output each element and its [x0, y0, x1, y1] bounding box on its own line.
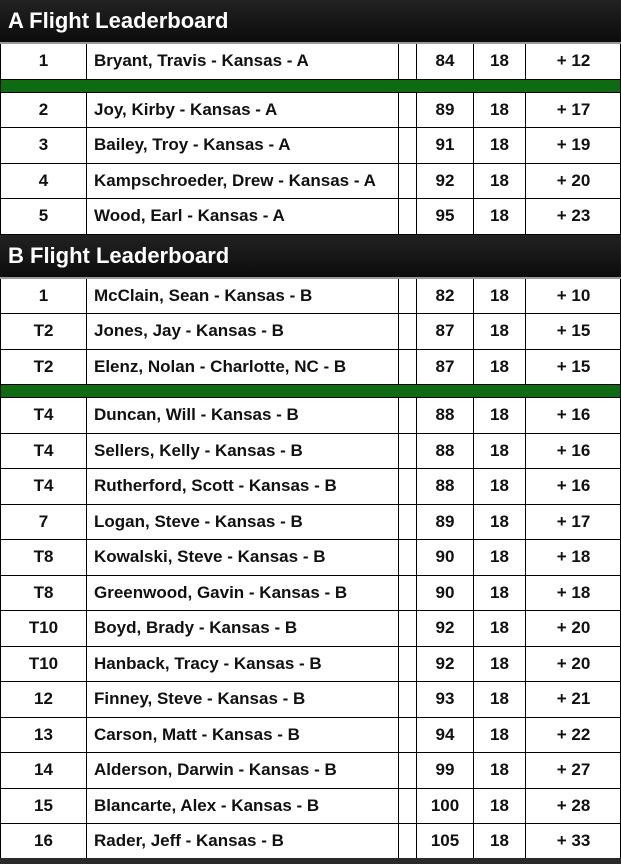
player-name-cell: Wood, Earl - Kansas - A	[87, 199, 399, 234]
player-name-cell: Jones, Jay - Kansas - B	[87, 314, 399, 349]
position-cell: T8	[1, 540, 87, 575]
section-title: B Flight Leaderboard	[8, 242, 230, 268]
spacer-cell	[399, 576, 417, 611]
spacer-cell	[399, 128, 417, 163]
to-par-cell: + 20	[556, 618, 591, 638]
leaderboard-row[interactable]	[0, 505, 621, 541]
spacer-cell	[399, 350, 417, 385]
leaderboard-row[interactable]	[0, 682, 621, 718]
score-cell: 92	[417, 611, 474, 646]
holes-cell: 18	[474, 540, 526, 575]
player-name-cell: Rader, Jeff - Kansas - B	[87, 824, 399, 859]
position-cell: T4	[1, 469, 87, 504]
spacer-cell	[399, 199, 417, 234]
leaderboard-row[interactable]	[0, 611, 621, 647]
position-cell: 5	[1, 199, 87, 234]
spacer-cell	[399, 753, 417, 788]
player-name-cell: Hanback, Tracy - Kansas - B	[87, 647, 399, 682]
position-cell: 12	[1, 682, 87, 717]
spacer-cell	[399, 789, 417, 824]
position-cell: T8	[1, 576, 87, 611]
spacer-cell	[399, 718, 417, 753]
score-cell: 100	[417, 789, 474, 824]
holes-cell: 18	[474, 647, 526, 682]
leaderboard-row[interactable]	[0, 789, 621, 825]
player-name-cell: Kowalski, Steve - Kansas - B	[87, 540, 399, 575]
leaderboard-row[interactable]	[0, 469, 621, 505]
to-par-cell: + 17	[556, 511, 591, 531]
to-par-cell: + 16	[556, 476, 591, 496]
spacer-cell	[399, 611, 417, 646]
leaderboard-row[interactable]	[0, 164, 621, 200]
position-cell: T4	[1, 398, 87, 433]
spacer-cell	[399, 824, 417, 859]
to-par-cell: + 10	[556, 285, 591, 305]
spacer-cell	[399, 469, 417, 504]
player-name-cell: Joy, Kirby - Kansas - A	[87, 93, 399, 128]
holes-cell: 18	[474, 199, 526, 234]
leaderboard-row[interactable]	[0, 93, 621, 129]
holes-cell: 18	[474, 789, 526, 824]
score-cell: 82	[417, 279, 474, 314]
holes-cell: 18	[474, 93, 526, 128]
spacer-cell	[399, 505, 417, 540]
position-cell: 14	[1, 753, 87, 788]
position-cell: 2	[1, 93, 87, 128]
holes-cell: 18	[474, 314, 526, 349]
leaderboard-row[interactable]	[0, 279, 621, 315]
score-cell: 89	[417, 93, 474, 128]
leaderboard-row[interactable]	[0, 199, 621, 235]
position-cell: 16	[1, 824, 87, 859]
to-par-cell: + 22	[556, 724, 591, 744]
holes-cell: 18	[474, 611, 526, 646]
holes-cell: 18	[474, 279, 526, 314]
footer-bar	[0, 858, 621, 864]
cut-line-divider	[0, 385, 621, 398]
score-cell: 89	[417, 505, 474, 540]
spacer-cell	[399, 314, 417, 349]
to-par-cell: + 20	[556, 653, 591, 673]
holes-cell: 18	[474, 44, 526, 79]
player-name-cell: Sellers, Kelly - Kansas - B	[87, 434, 399, 469]
cut-line-divider	[0, 80, 621, 93]
score-cell: 99	[417, 753, 474, 788]
to-par-cell: + 20	[556, 170, 591, 190]
holes-cell: 18	[474, 128, 526, 163]
player-name-cell: Alderson, Darwin - Kansas - B	[87, 753, 399, 788]
player-name-cell: Elenz, Nolan - Charlotte, NC - B	[87, 350, 399, 385]
player-name-cell: Boyd, Brady - Kansas - B	[87, 611, 399, 646]
score-cell: 88	[417, 469, 474, 504]
player-name-cell: Blancarte, Alex - Kansas - B	[87, 789, 399, 824]
spacer-cell	[399, 540, 417, 575]
to-par-cell: + 17	[556, 99, 591, 119]
spacer-cell	[399, 164, 417, 199]
to-par-cell: + 33	[556, 831, 591, 851]
leaderboard-row[interactable]	[0, 647, 621, 683]
to-par-cell: + 18	[556, 547, 591, 567]
section-header	[0, 0, 621, 42]
section-title: A Flight Leaderboard	[8, 8, 229, 33]
holes-cell: 18	[474, 505, 526, 540]
player-name-cell: Bryant, Travis - Kansas - A	[87, 44, 399, 79]
position-cell: 1	[1, 279, 87, 314]
position-cell: 15	[1, 789, 87, 824]
leaderboard-row[interactable]	[0, 824, 621, 860]
score-cell: 87	[417, 350, 474, 385]
to-par-cell: + 19	[556, 135, 591, 155]
score-cell: 91	[417, 128, 474, 163]
leaderboard-row[interactable]	[0, 540, 621, 576]
to-par-cell: + 27	[556, 760, 591, 780]
score-cell: 88	[417, 434, 474, 469]
player-name-cell: McClain, Sean - Kansas - B	[87, 279, 399, 314]
leaderboard-row[interactable]	[0, 128, 621, 164]
spacer-cell	[399, 279, 417, 314]
to-par-cell: + 28	[556, 795, 591, 815]
leaderboard-row[interactable]	[0, 350, 621, 386]
to-par-cell: + 21	[556, 689, 591, 709]
leaderboard-row[interactable]	[0, 753, 621, 789]
position-cell: T2	[1, 350, 87, 385]
position-cell: T4	[1, 434, 87, 469]
score-cell: 105	[417, 824, 474, 859]
to-par-cell: + 16	[556, 405, 591, 425]
leaderboard-row[interactable]	[0, 44, 621, 80]
position-cell: T10	[1, 647, 87, 682]
holes-cell: 18	[474, 350, 526, 385]
spacer-cell	[399, 398, 417, 433]
to-par-cell: + 15	[556, 356, 591, 376]
position-cell: 7	[1, 505, 87, 540]
leaderboard-row[interactable]	[0, 434, 621, 470]
to-par-cell: + 12	[556, 51, 591, 71]
player-name-cell: Greenwood, Gavin - Kansas - B	[87, 576, 399, 611]
to-par-cell: + 15	[556, 321, 591, 341]
player-name-cell: Duncan, Will - Kansas - B	[87, 398, 399, 433]
spacer-cell	[399, 93, 417, 128]
score-cell: 88	[417, 398, 474, 433]
score-cell: 93	[417, 682, 474, 717]
score-cell: 95	[417, 199, 474, 234]
leaderboard-row[interactable]	[0, 718, 621, 754]
position-cell: 13	[1, 718, 87, 753]
spacer-cell	[399, 647, 417, 682]
score-cell: 87	[417, 314, 474, 349]
to-par-cell: + 23	[556, 206, 591, 226]
score-cell: 94	[417, 718, 474, 753]
score-cell: 90	[417, 576, 474, 611]
player-name-cell: Rutherford, Scott - Kansas - B	[87, 469, 399, 504]
section-header	[0, 235, 621, 277]
to-par-cell: + 18	[556, 582, 591, 602]
holes-cell: 18	[474, 753, 526, 788]
score-cell: 92	[417, 647, 474, 682]
score-cell: 92	[417, 164, 474, 199]
leaderboard-row[interactable]	[0, 576, 621, 612]
player-name-cell: Kampschroeder, Drew - Kansas - A	[87, 164, 399, 199]
holes-cell: 18	[474, 164, 526, 199]
holes-cell: 18	[474, 576, 526, 611]
holes-cell: 18	[474, 469, 526, 504]
spacer-cell	[399, 434, 417, 469]
score-cell: 90	[417, 540, 474, 575]
spacer-cell	[399, 682, 417, 717]
spacer-cell	[399, 44, 417, 79]
leaderboard-row[interactable]	[0, 314, 621, 350]
holes-cell: 18	[474, 434, 526, 469]
position-cell: T10	[1, 611, 87, 646]
score-cell: 84	[417, 44, 474, 79]
player-name-cell: Finney, Steve - Kansas - B	[87, 682, 399, 717]
to-par-cell: + 16	[556, 440, 591, 460]
holes-cell: 18	[474, 824, 526, 859]
leaderboard-row[interactable]	[0, 398, 621, 434]
player-name-cell: Bailey, Troy - Kansas - A	[87, 128, 399, 163]
position-cell: 3	[1, 128, 87, 163]
player-name-cell: Carson, Matt - Kansas - B	[87, 718, 399, 753]
player-name-cell: Logan, Steve - Kansas - B	[87, 505, 399, 540]
holes-cell: 18	[474, 398, 526, 433]
position-cell: T2	[1, 314, 87, 349]
holes-cell: 18	[474, 682, 526, 717]
position-cell: 1	[1, 44, 87, 79]
position-cell: 4	[1, 164, 87, 199]
holes-cell: 18	[474, 718, 526, 753]
